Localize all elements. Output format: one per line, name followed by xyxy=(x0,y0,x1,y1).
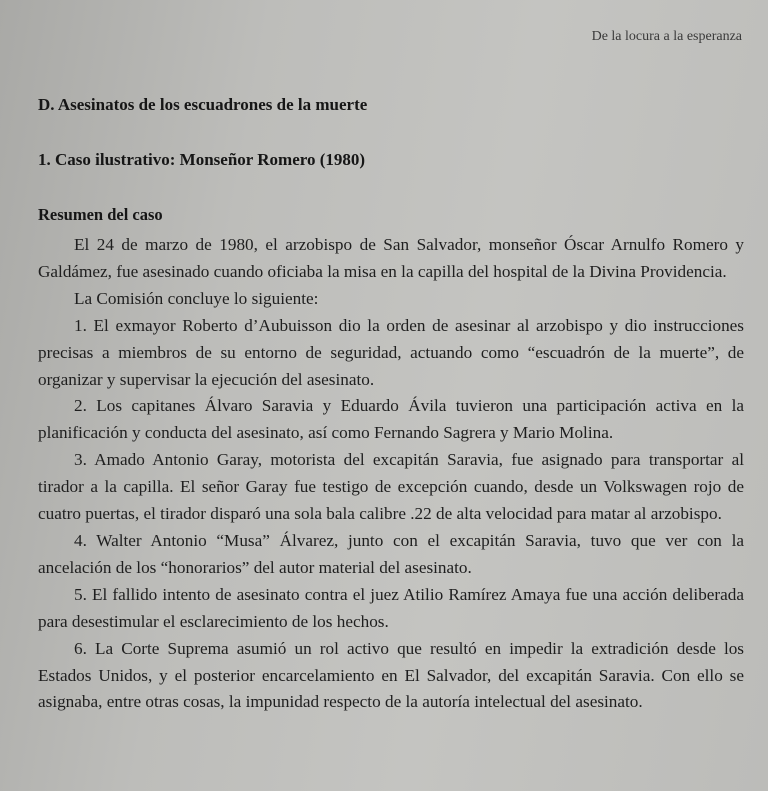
paragraph-conclusion-lead: La Comisión concluye lo siguiente: xyxy=(74,288,319,308)
subsection-heading: 1. Caso ilustrativo: Monseñor Romero (1980) xyxy=(38,150,366,169)
paragraph-point-6: 6. La Corte Suprema asumió un rol activo que resultó en impedir la extradición desde los Estados Unidos, y el posterior encarcelamiento en El Salvador, del excapitán Saravia. Con ello se asignaba, entre otras cosas, la impunidad respecto de la autoría intelectual del asesinato. xyxy=(38,638,744,712)
paragraph-point-3: 3. Amado Antonio Garay, motorista del excapitán Saravia, fue asignado para transportar al tirador a la capilla. El señor Garay fue testigo de excepción cuando, desde un Volkswagen rojo de cuatro puertas, el tirador disparó una sola bala calibre .22 de alta velocidad para matar al arzobispo. xyxy=(38,450,744,524)
section-heading: D. Asesinatos de los escuadrones de la muerte xyxy=(38,95,368,114)
summary-heading: Resumen del caso xyxy=(38,205,163,224)
paragraph-point-2: 2. Los capitanes Álvaro Saravia y Eduardo Ávila tuvieron una participación activa en la planificación y conducta del asesinato, así como Fernando Sagrera y Mario Molina. xyxy=(38,396,744,443)
paragraph-point-5: 5. El fallido intento de asesinato contra el juez Atilio Ramírez Amaya fue una acción deliberada para desestimular el esclarecimiento de los hechos. xyxy=(38,584,744,631)
paragraph-point-4: 4. Walter Antonio “Musa” Álvarez, junto con el excapitán Saravia, tuvo que ver con la ancelación de los “honorarios” del autor material del asesinato. xyxy=(38,530,744,577)
running-header: De la locura a la esperanza xyxy=(591,29,742,44)
paragraph-point-1: 1. El exmayor Roberto d’Aubuisson dio la orden de asesinar al arzobispo y dio instrucciones precisas a miembros de su entorno de seguridad, actuando como “escuadrón de la muerte”, de organizar y supervisar la ejecución del asesinato. xyxy=(38,315,744,389)
paragraph-intro: El 24 de marzo de 1980, el arzobispo de San Salvador, monseñor Óscar Arnulfo Romero y Galdámez, fue asesinado cuando oficiaba la misa en la capilla del hospital de la Divina Providencia. xyxy=(38,235,744,281)
body-text xyxy=(38,232,744,716)
